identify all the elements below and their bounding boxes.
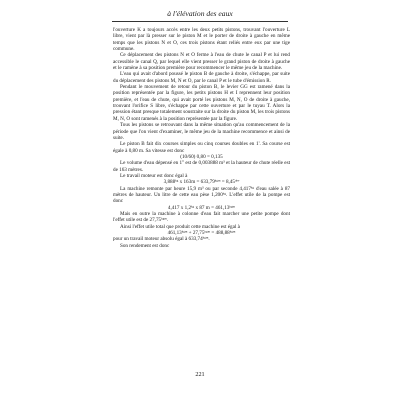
paragraph: Ce déplacement des pistons N et O ferme à l'eau de chute le canal P et lui rend accessible le canal Q, par lequel elle vient presser le grand piston de droite à gauche et le ramène à sa position première pour recommencer le même jeu de la machine.	[113, 52, 290, 72]
paragraph: L'eau qui avait d'abord poussé le piston B de gauche à droite, s'échappe, par suite du déplacement des pistons M, N et O, par le canal P et le tube d'émission R.	[113, 71, 290, 84]
paragraph: Pendant le mouvement de retour du piston B, le levier GG est ramené dans la position représentée par la figure, les petits pistons H et I reprennent leur position première, et l'eau de chute, qui avait porté les pistons M, N, O de droite à gauche, trouvant l'orifice S libre, s'échappe par cette ouverture et par le tuyau T. Alors la pression étant presque totalement soustraite sur la droite du piston M, les trois pistons M, N, O sont ramenés à la position représentée par la figure.	[113, 84, 290, 122]
equation: (10/60) 0,80 = 0,135	[180, 153, 223, 160]
equation: 461,13ᵏᵍᵐ + 27,75ᵏᵍᵐ = 488,88ᵏᵍᵐ	[167, 230, 236, 236]
body-text	[113, 27, 290, 249]
paragraph: Le volume d'eau dépensé en 1'' est de 0,003888 m³ et la hauteur de chute réelle est de 163 mètres.	[113, 160, 290, 173]
paragraph: Le piston B fait dix courses simples ou cinq courses doubles en 1'. Sa course est égale à 0,80 m. Sa vitesse est donc	[113, 141, 290, 154]
paragraph: Le travail moteur est donc égal à	[120, 172, 188, 179]
equation: 3,888ᵏᵍ x 163m = 633,79ᵏᵍᵐ = 8,45ᵈᵉᵛ	[163, 179, 240, 186]
running-head: à l'élévation des eaux	[167, 9, 233, 18]
equation: 4,417 x 1,2ᵏᵍ x 87 m = 461,13ᵏᵍᵐ	[167, 204, 236, 211]
paragraph: pour un travail moteur absolu égal à 633,74ᵏᵍᵐ.	[113, 236, 210, 243]
paragraph: Tous les pistons se retrouvant dans la même situation qu'au commencement de la période que l'on vient d'examiner, le même jeu de la machine recommence et ainsi de suite.	[113, 122, 290, 141]
header-rule	[112, 21, 288, 22]
paragraph: Mais en outre la machine à colonne d'eau fait marcher une petite pompe dont l'effet utile est de 27,75ᵏᵍᵐ.	[113, 210, 290, 224]
paragraph: Ainsi l'effet utile total que produit cette machine est égal à	[120, 223, 240, 230]
page-number: 221	[195, 371, 205, 378]
paragraph: l'ouverture K a toujours accès entre les deux petits pistons, trouvant l'ouverture L libre, vient par là presser sur le piston M et le porter de droite à gauche en même temps que les pistons N et O, ces trois pistons étant reliés entre eux par une tige commune.	[113, 27, 290, 53]
paragraph: La machine remonte par heure 15,9 m³ ou par seconde 4,417ᵏᵍ d'eau salée à 87 mètres de hauteur. Un litre de cette eau pèse 1,200ᵏᵍ. L'effet utile de la pompe est donc	[113, 185, 290, 205]
paragraph: Son rendement est donc	[120, 242, 170, 249]
